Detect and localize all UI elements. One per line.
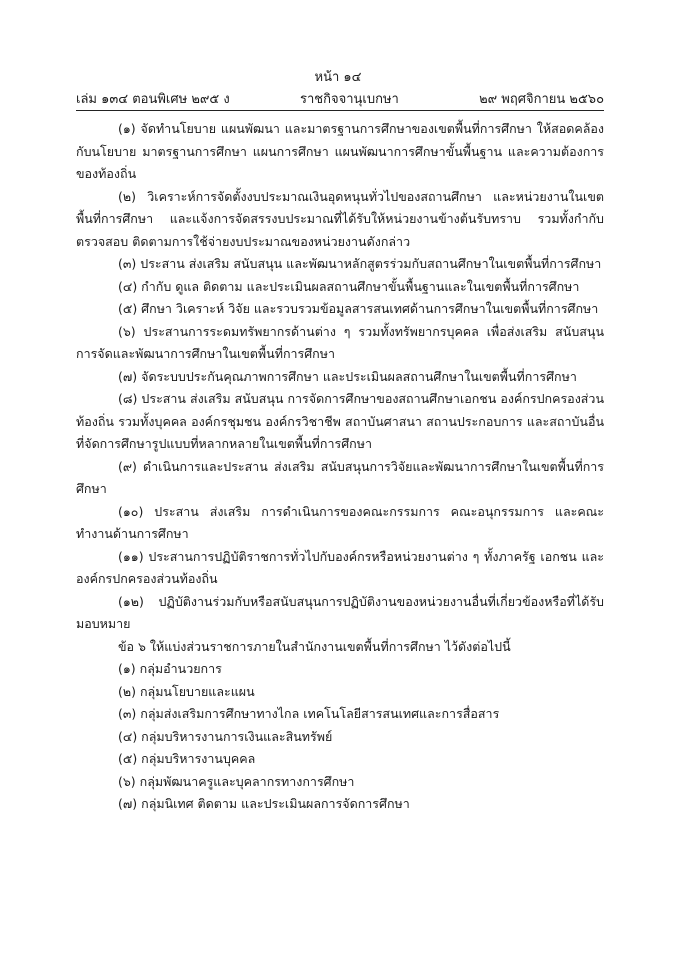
duty-item-5: (๕) ศึกษา วิเคราะห์ วิจัย และรวบรวมข้อมูลสารสนเทศด้านการศึกษาในเขตพื้นที่การศึกษา	[118, 301, 599, 316]
group-item-3: (๓) กลุ่มส่งเสริมการศึกษาทางไกล เทคโนโลยีสารสนเทศและการสื่อสาร	[118, 706, 500, 721]
group-item-7: (๗) กลุ่มนิเทศ ติดตาม และประเมินผลการจัดการศึกษา	[118, 796, 410, 811]
publication-date: ๒๙ พฤศจิกายน ๒๕๖๐	[479, 92, 604, 107]
document-body	[76, 118, 604, 816]
group-item-6: (๖) กลุ่มพัฒนาครูและบุคลากรทางการศึกษา	[118, 773, 355, 789]
duty-item-4: (๔) กำกับ ดูแล ติดตาม และประเมินผลสถานศึกษาขั้นพื้นฐานและในเขตพื้นที่การศึกษา	[118, 278, 580, 294]
duty-item-7: (๗) จัดระบบประกันคุณภาพการศึกษา และประเมินผลสถานศึกษาในเขตพื้นที่การศึกษา	[118, 368, 577, 384]
duty-item-2: (๒) วิเคราะห์การจัดตั้งงบประมาณเงินอุดหนุนทั่วไปของสถานศึกษา และหน่วยงานในเขตพื้นที่การศึกษา และแจ้งการจัดสรรงบประมาณที่ได้รับให้หน่วยงานข้างต้นรับทราบ รวมทั้งกำกับ ตรวจสอบ ติดตามการใช้จ่ายงบประมาณของหน่วยงานดังกล่าว	[76, 188, 604, 249]
group-item-1: (๑) กลุ่มอำนวยการ	[118, 661, 222, 676]
group-item-5: (๕) กลุ่มบริหารงานบุคคล	[118, 751, 256, 766]
group-item-4: (๔) กลุ่มบริหารงานการเงินและสินทรัพย์	[118, 728, 333, 744]
duty-item-10: (๑๐) ประสาน ส่งเสริม การดำเนินการของคณะกรรมการ คณะอนุกรรมการ และคณะทำงานด้านการศึกษา	[76, 503, 604, 541]
duty-item-8: (๘) ประสาน ส่งเสริม สนับสนุน การจัดการศึกษาของสถานศึกษาเอกชน องค์กรปกครองส่วนท้องถิ่น รวมทั้งบุคคล องค์กรชุมชน องค์กรวิชาชีพ สถาบันศาสนา สถานประกอบการ และสถาบันอื่นที่จัดการศึกษารูปแบบที่หลากหลายในเขตพื้นที่การศึกษา	[76, 391, 604, 451]
volume-issue: เล่ม ๑๓๔ ตอนพิเศษ ๒๙๕ ง	[76, 92, 230, 107]
duty-item-6: (๖) ประสานการระดมทรัพยากรด้านต่าง ๆ รวมทั้งทรัพยากรบุคคล เพื่อส่งเสริม สนับสนุน การจัดและพัฒนาการศึกษาในเขตพื้นที่การศึกษา	[76, 323, 604, 361]
group-item-2: (๒) กลุ่มนโยบายและแผน	[118, 683, 255, 699]
page-number: หน้า ๑๔	[314, 70, 362, 85]
duty-item-12: (๑๒) ปฏิบัติงานร่วมกับหรือสนับสนุนการปฏิบัติงานของหน่วยงานอื่นที่เกี่ยวข้องหรือที่ได้รับมอบหมาย	[76, 593, 604, 631]
publication-name: ราชกิจจานุเบกษา	[300, 92, 399, 107]
header-divider	[76, 110, 604, 111]
duty-item-1: (๑) จัดทำนโยบาย แผนพัฒนา และมาตรฐานการศึกษาของเขตพื้นที่การศึกษา ให้สอดคล้องกับนโยบาย มาตรฐานการศึกษา แผนการศึกษา แผนพัฒนาการศึกษาขั้นพื้นฐาน และความต้องการของท้องถิ่น	[76, 121, 604, 181]
duty-item-11: (๑๑) ประสานการปฏิบัติราชการทั่วไปกับองค์กรหรือหน่วยงานต่าง ๆ ทั้งภาครัฐ เอกชน และองค์กรปกครองส่วนท้องถิ่น	[76, 548, 604, 586]
running-header	[76, 88, 604, 108]
duty-item-3: (๓) ประสาน ส่งเสริม สนับสนุน และพัฒนาหลักสูตรร่วมกับสถานศึกษาในเขตพื้นที่การศึกษา	[118, 256, 602, 271]
duty-item-9: (๙) ดำเนินการและประสาน ส่งเสริม สนับสนุนการวิจัยและพัฒนาการศึกษาในเขตพื้นที่การศึกษา	[76, 458, 604, 496]
section-6-heading: ข้อ ๖ ให้แบ่งส่วนราชการภายในสำนักงานเขตพื้นที่การศึกษา ไว้ดังต่อไปนี้	[118, 638, 511, 654]
